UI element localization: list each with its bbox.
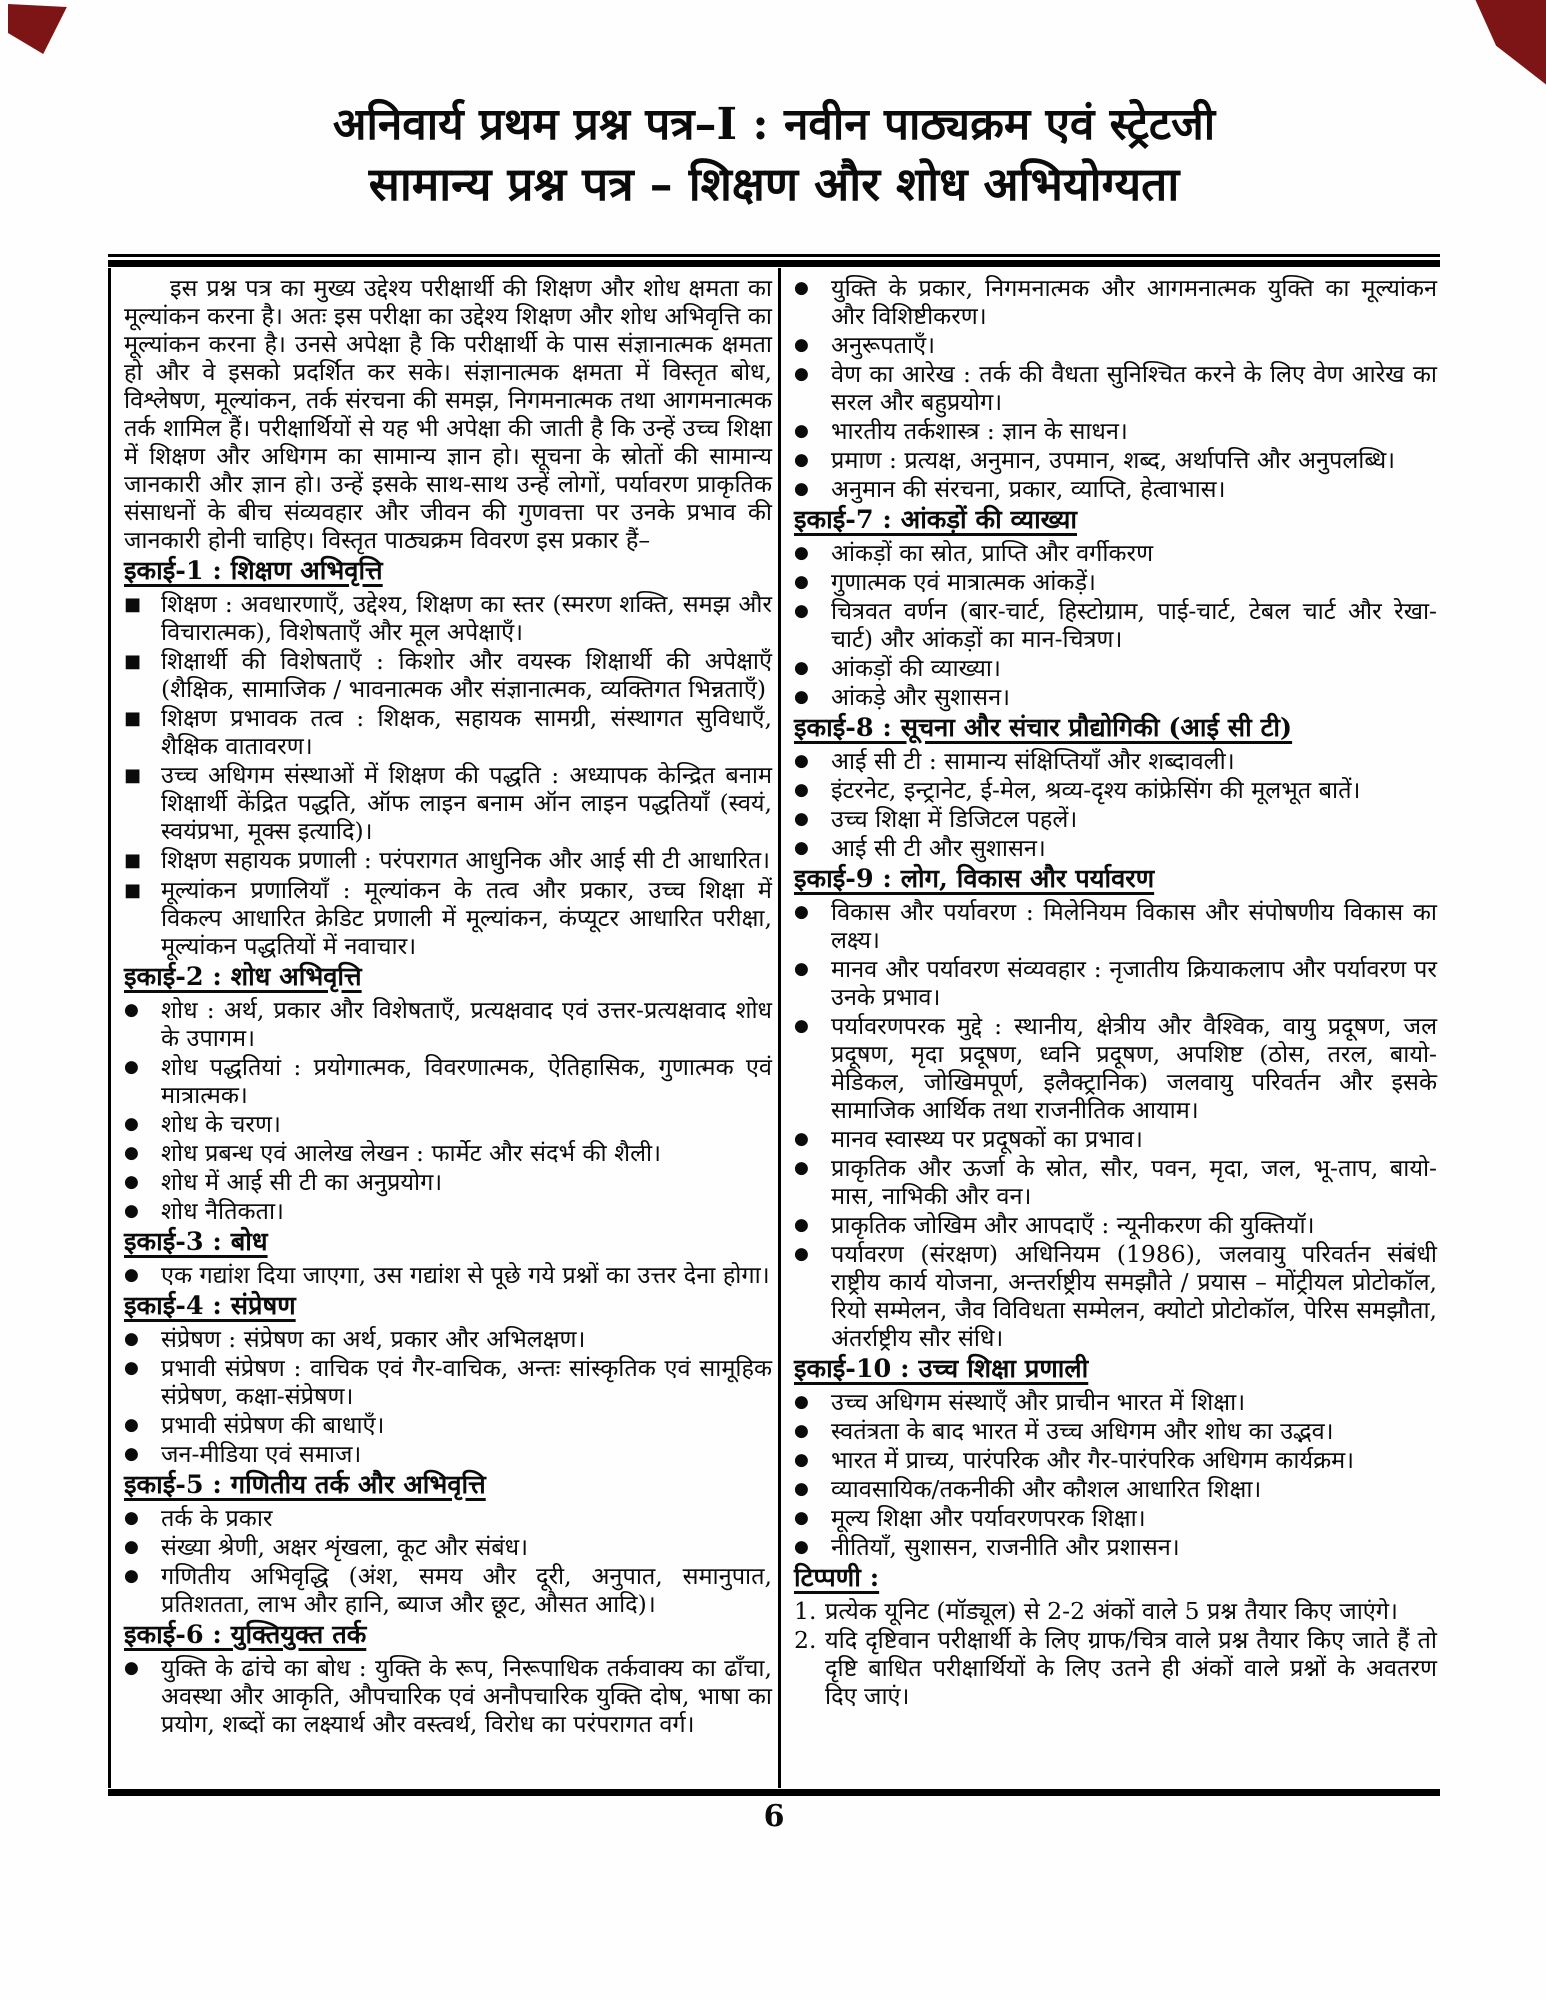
bullet-text: गुणात्मक एवं मात्रात्मक आंकड़ें। <box>831 568 1096 596</box>
unit-heading: इकाई-5 : गणितीय तर्क और अभिवृत्ति <box>124 1470 486 1500</box>
bullet-text: प्रमाण : प्रत्यक्ष, अनुमान, उपमान, शब्द, अर्थापत्ति और अनुपलब्धि। <box>831 446 1396 474</box>
bullet-text: पर्यावरणपरक मुद्दे : स्थानीय, क्षेत्रीय और वैश्विक, वायु प्रदूषण, जल प्रदूषण, मृदा प्रदूषण, ध्वनि प्रदूषण, अपशिष्ट (ठोस, तरल, बायो-मेडिकल, जोखिमपूर्ण, इलैक्ट्रानिक) जलवायु परिवर्तन और इसके सामाजिक आर्थिक तथा राजनीतिक आयाम। <box>831 1012 1437 1124</box>
bullet-text: विकास और पर्यावरण : मिलेनियम विकास और संपोषणीय विकास का लक्ष्य। <box>831 898 1437 954</box>
bullet-item <box>794 747 1437 775</box>
bullet-item <box>124 1197 772 1225</box>
bullet-item <box>794 1211 1437 1239</box>
bullet-text: युक्ति के प्रकार, निगमनात्मक और आगमनात्मक युक्ति का मूल्यांकन और विशिष्टीकरण। <box>831 274 1437 330</box>
note-number: 2. <box>794 1626 817 1654</box>
bullet-item <box>794 834 1437 862</box>
bullet-marker: ● <box>124 1444 139 1464</box>
bullet-marker: ● <box>124 1201 139 1221</box>
bullet-text: जन-मीडिया एवं समाज। <box>161 1440 362 1468</box>
bullet-marker: ● <box>124 1057 139 1077</box>
bullet-item <box>124 1411 772 1439</box>
bullet-item <box>794 1533 1437 1561</box>
bullet-marker: ■ <box>124 594 142 615</box>
bullet-marker: ● <box>794 1158 809 1178</box>
bullet-item <box>794 683 1437 711</box>
title-double-rule <box>108 254 1440 268</box>
bullet-marker: ● <box>794 1016 809 1036</box>
bullet-text: उच्च अधिगम संस्थाएँ और प्राचीन भारत में शिक्षा। <box>831 1388 1246 1416</box>
bullet-item <box>794 898 1437 954</box>
bullet-marker: ● <box>794 1450 809 1470</box>
bullet-text: शोध में आई सी टी का अनुप्रयोग। <box>161 1168 443 1196</box>
unit-heading: इकाई-9 : लोग, विकास और पर्यावरण <box>794 864 1155 894</box>
bullet-marker: ● <box>794 658 809 678</box>
page-number: 6 <box>763 1799 785 1834</box>
unit-heading: इकाई-1 : शिक्षण अभिवृत्ति <box>124 556 383 586</box>
bullet-text: उच्च शिक्षा में डिजिटल पहलें। <box>831 805 1078 833</box>
bullet-item <box>794 539 1437 567</box>
bullet-text: प्राकृतिक जोखिम और आपदाएँ : न्यूनीकरण की युक्तियॉ। <box>831 1211 1315 1239</box>
bullet-text: मानव स्वास्थ्य पर प्रदूषकों का प्रभाव। <box>831 1125 1143 1153</box>
bullet-item <box>124 846 772 875</box>
bullet-item <box>124 1110 772 1138</box>
bullet-marker: ● <box>124 1329 139 1349</box>
bullet-text: वेण का आरेख : तर्क की वैधता सुनिश्चित करने के लिए वेण आरेख का सरल और बहुप्रयोग। <box>831 360 1437 416</box>
bullet-text: भारतीय तर्कशास्त्र : ज्ञान के साधन। <box>831 417 1128 445</box>
bullet-item <box>124 1654 772 1738</box>
bullet-item <box>794 331 1437 359</box>
note-number: 1. <box>794 1597 817 1625</box>
bullet-item <box>124 1562 772 1618</box>
intro-paragraph: इस प्रश्न पत्र का मुख्य उद्देश्य परीक्षार्थी की शिक्षण और शोध क्षमता का मूल्यांकन करना है। अतः इस परीक्षा का उद्देश्य शिक्षण और शोध अभिवृत्ति का मूल्यांकन करना है। उनसे अपेक्षा है कि परीक्षार्थी के पास संज्ञानात्मक क्षमता हो और वे इसको प्रदर्शित कर सके। संज्ञानात्मक क्षमता में विस्तृत बोध, विश्लेषण, मूल्यांकन, तर्क संरचना की समझ, निगमनात्मक तथा आगमनात्मक तर्क शामिल हैं। परीक्षार्थियों से यह भी अपेक्षा की जाती है कि उन्हें उच्च शिक्षा में शिक्षण और अधिगम का सामान्य ज्ञान हो। सूचना के स्रोतों की सामान्य जानकारी और ज्ञान हो। उन्हें इसके साथ-साथ उन्हें लोगों, पर्यावरण प्राकृतिक संसाधनों के बीच संव्यवहार और जीवन की गुणवत्ता पर उनके प्रभाव की जानकारी होनी चाहिए। विस्तृत पाठ्यक्रम विवरण इस प्रकार हैं– <box>124 274 772 554</box>
bullet-marker: ● <box>794 572 809 592</box>
bullet-marker: ● <box>794 687 809 707</box>
bullet-text: स्वतंत्रता के बाद भारत में उच्च अधिगम और शोध का उद्भव। <box>831 1417 1334 1445</box>
bullet-marker: ■ <box>124 850 142 871</box>
unit-heading: इकाई-8 : सूचना और संचार प्रौद्योगिकी (आई सी टी) <box>794 713 1293 743</box>
notes-heading: टिप्पणी : <box>794 1563 880 1593</box>
bullet-item <box>124 876 772 960</box>
bullet-item <box>794 274 1437 330</box>
bullet-item <box>124 1533 772 1561</box>
bullet-text: अनुरूपताएँ। <box>831 331 935 359</box>
bullet-text: अनुमान की संरचना, प्रकार, व्याप्ति, हेत्वाभास। <box>831 475 1226 503</box>
bullet-marker: ● <box>794 838 809 858</box>
bullet-item <box>794 1417 1437 1445</box>
bullet-text: प्राकृतिक और ऊर्जा के स्रोत, सौर, पवन, मृदा, जल, भू-ताप, बायो-मास, नाभिकी और वन। <box>831 1154 1437 1210</box>
bullet-text: आंकड़ों का स्रोत, प्राप्ति और वर्गीकरण <box>831 539 1154 567</box>
bullet-marker: ● <box>124 1508 139 1528</box>
bullet-item <box>794 1240 1437 1352</box>
bullet-item <box>794 360 1437 416</box>
bullet-text: शोध पद्धतियां : प्रयोगात्मक, विवरणात्मक, ऐतिहासिक, गुणात्मक एवं मात्रात्मक। <box>161 1053 772 1109</box>
bullet-text: प्रभावी संप्रेषण : वाचिक एवं गैर-वाचिक, अन्तः सांस्कृतिक एवं सामूहिक संप्रेषण, कक्षा-संप्रेषण। <box>161 1354 772 1410</box>
bullet-text: उच्च अधिगम संस्थाओं में शिक्षण की पद्धति : अध्यापक केन्द्रित बनाम शिक्षार्थी केंद्रित पद्धति, ऑफ लाइन बनाम ऑन लाइन पद्धतियाँ (स्वयं, स्वयंप्रभा, मूक्स इत्यादि)। <box>161 761 772 845</box>
bullet-item <box>794 568 1437 596</box>
bullet-marker: ● <box>794 902 809 922</box>
bullet-marker: ● <box>794 278 809 298</box>
bullet-item <box>124 1168 772 1196</box>
bullet-item <box>794 654 1437 682</box>
bullet-marker: ● <box>794 959 809 979</box>
scan-artifact-top-left <box>8 4 72 54</box>
bullet-marker: ● <box>794 1129 809 1149</box>
bullet-text: युक्ति के ढांचे का बोध : युक्ति के रूप, निरूपाधिक तर्कवाक्य का ढाँचा, अवस्था और आकृति, औपचारिक एवं अनौपचारिक युक्ति दोष, भाषा का प्रयोग, शब्दों का लक्ष्यार्थ और वस्त्वर्थ, विरोध का परंपरागत वर्ग। <box>161 1654 772 1738</box>
bullet-item <box>794 417 1437 445</box>
bullet-text: शोध नैतिकता। <box>161 1197 284 1225</box>
bullet-marker: ● <box>124 1658 139 1678</box>
bullet-marker: ● <box>794 809 809 829</box>
content-frame <box>108 268 1443 1788</box>
bullet-marker: ● <box>794 1421 809 1441</box>
bullet-text: आंकड़ों की व्याख्या। <box>831 654 1001 682</box>
bullet-item <box>124 1261 772 1289</box>
bullet-item <box>794 805 1437 833</box>
bullet-text: शिक्षण : अवधारणाएँ, उद्देश्य, शिक्षण का स्तर (स्मरण शक्ति, समझ और विचारात्मक), विशेषताएँ और मूल अपेक्षाएँ। <box>161 590 772 646</box>
bullet-item <box>794 955 1437 1011</box>
bullet-marker: ● <box>124 1566 139 1586</box>
note-item <box>794 1626 1437 1710</box>
bullet-text: आई सी टी : सामान्य संक्षिप्तियाँ और शब्दावली। <box>831 747 1235 775</box>
bullet-item <box>124 1440 772 1468</box>
bullet-marker: ■ <box>124 765 142 786</box>
bullet-text: शिक्षार्थी की विशेषताएँ : किशोर और वयस्क शिक्षार्थी की अपेक्षाएँ (शैक्षिक, सामाजिक / भावनात्मक और संज्ञानात्मक, व्यक्तिगत भिन्नताएँ) <box>161 647 772 703</box>
bullet-item <box>124 1139 772 1167</box>
bullet-text: मूल्यांकन प्रणालियाँ : मूल्यांकन के तत्व और प्रकार, उच्च शिक्षा में विकल्प आधारित क्रेडिट प्रणाली में मूल्यांकन, कंप्यूटर आधारित परीक्षा, मूल्यांकन पद्धतियों में नवाचार। <box>161 876 772 960</box>
bullet-marker: ● <box>794 1215 809 1235</box>
bullet-item <box>794 1504 1437 1532</box>
unit-heading: इकाई-4 : संप्रेषण <box>124 1291 296 1321</box>
bullet-text: यदि दृष्टिवान परीक्षार्थी के लिए ग्राफ/चित्र वाले प्रश्न तैयार किए जाते हैं तो दृष्टि बाधित परीक्षार्थियों के लिए उतने ही अंकों वाले प्रश्नों के अवतरण दिए जाएं। <box>825 1626 1437 1710</box>
bullet-text: संख्या श्रेणी, अक्षर शृंखला, कूट और संबंध। <box>161 1533 529 1561</box>
bullet-item <box>794 1475 1437 1503</box>
bullet-marker: ● <box>794 1479 809 1499</box>
bullet-text: आई सी टी और सुशासन। <box>831 834 1046 862</box>
bullet-text: आंकड़े और सुशासन। <box>831 683 1011 711</box>
bullet-marker: ● <box>124 1114 139 1134</box>
bullet-marker: ● <box>124 1265 139 1285</box>
unit-heading: इकाई-10 : उच्च शिक्षा प्रणाली <box>794 1354 1089 1384</box>
bullet-text: चित्रवत वर्णन (बार-चार्ट, हिस्टोग्राम, पाई-चार्ट, टेबल चार्ट और रेखा-चार्ट) और आंकड़ों का मान-चित्रण। <box>831 597 1437 653</box>
bullet-text: शोध प्रबन्ध एवं आलेख लेखन : फार्मेट और संदर्भ की शैली। <box>161 1139 662 1167</box>
bullet-item <box>794 1012 1437 1124</box>
bullet-text: प्रभावी संप्रेषण की बाधाएँ। <box>161 1411 385 1439</box>
bullet-text: तर्क के प्रकार <box>161 1504 273 1532</box>
bullet-marker: ● <box>794 601 809 621</box>
note-item <box>794 1597 1437 1625</box>
bullet-marker: ● <box>794 780 809 800</box>
bullet-marker: ● <box>794 421 809 441</box>
bullet-item <box>124 1053 772 1109</box>
bullet-marker: ● <box>794 1508 809 1528</box>
bullet-text: एक गद्यांश दिया जाएगा, उस गद्यांश से पूछे गये प्रश्नों का उत्तर देना होगा। <box>161 1261 770 1289</box>
bullet-marker: ● <box>794 1537 809 1557</box>
bullet-marker: ● <box>794 364 809 384</box>
bullet-text: शोध : अर्थ, प्रकार और विशेषताएँ, प्रत्यक्षवाद एवं उत्तर-प्रत्यक्षवाद शोध के उपागम। <box>161 996 772 1052</box>
bullet-text: शिक्षण सहायक प्रणाली : परंपरागत आधुनिक और आई सी टी आधारित। <box>161 846 771 874</box>
scan-artifact-top-right <box>1460 0 1546 88</box>
bullet-item <box>124 1325 772 1353</box>
bullet-item <box>124 704 772 760</box>
bullet-text: प्रत्येक यूनिट (मॉड्यूल) से 2-2 अंकों वाले 5 प्रश्न तैयार किए जाएंगे। <box>825 1597 1398 1625</box>
bullet-text: पर्यावरण (संरक्षण) अधिनियम (1986), जलवायु परिवर्तन संबंधी राष्ट्रीय कार्य योजना, अन्तर्राष्ट्रीय समझौते / प्रयास – मोंट्रीयल प्रोटोकॉल, रियो सम्मेलन, जैव विविधता सम्मेलन, क्योटो प्रोटोकॉल, पेरिस समझौता, अंतर्राष्ट्रीय सौर संधि। <box>831 1240 1437 1352</box>
bullet-item <box>124 590 772 646</box>
bullet-item <box>794 1388 1437 1416</box>
unit-heading: इकाई-3 : बोध <box>124 1227 268 1257</box>
bullet-item <box>794 776 1437 804</box>
bullet-marker: ● <box>124 1358 139 1378</box>
bullet-marker: ● <box>794 1392 809 1412</box>
bullet-marker: ● <box>124 1143 139 1163</box>
bullet-item <box>124 1504 772 1532</box>
bullet-marker: ■ <box>124 708 142 729</box>
bullet-marker: ● <box>794 1244 809 1264</box>
bullet-text: शोध के चरण। <box>161 1110 281 1138</box>
page-title-line2: सामान्य प्रश्न पत्र – शिक्षण और शोध अभियोग्यता <box>368 157 1180 212</box>
bullet-text: मूल्य शिक्षा और पर्यावरणपरक शिक्षा। <box>831 1504 1146 1532</box>
right-column <box>781 268 1443 1788</box>
unit-heading: इकाई-7 : आंकड़ों की व्याख्या <box>794 505 1077 535</box>
bullet-item <box>794 1446 1437 1474</box>
bullet-marker: ● <box>794 751 809 771</box>
bullet-marker: ■ <box>124 880 142 901</box>
left-column <box>111 268 778 1788</box>
bullet-text: मानव और पर्यावरण संव्यवहार : नृजातीय क्रियाकलाप और पर्यावरण पर उनके प्रभाव। <box>831 955 1437 1011</box>
bullet-text: भारत में प्राच्य, पारंपरिक और गैर-पारंपरिक अधिगम कार्यक्रम। <box>831 1446 1355 1474</box>
page-title-line1: अनिवार्य प्रथम प्रश्न पत्र–I : नवीन पाठ्यक्रम एवं स्ट्रेटजी <box>332 99 1216 150</box>
bullet-text: इंटरनेट, इन्ट्रानेट, ई-मेल, श्रव्य-दृश्य कांफ्रेसिंग की मूलभूत बातें। <box>831 776 1361 804</box>
bullet-item <box>794 446 1437 474</box>
bullet-item <box>124 1354 772 1410</box>
bullet-item <box>794 1125 1437 1153</box>
bullet-item <box>794 475 1437 503</box>
bullet-item <box>124 647 772 703</box>
bullet-text: शिक्षण प्रभावक तत्व : शिक्षक, सहायक सामग्री, संस्थागत सुविधाएँ, शैक्षिक वातावरण। <box>161 704 772 760</box>
bullet-text: संप्रेषण : संप्रेषण का अर्थ, प्रकार और अभिलक्षण। <box>161 1325 586 1353</box>
bullet-marker: ● <box>794 450 809 470</box>
bottom-rule <box>108 1789 1440 1796</box>
unit-heading: इकाई-2 : शोध अभिवृत्ति <box>124 962 362 992</box>
bullet-marker: ● <box>124 1415 139 1435</box>
bullet-text: व्यावसायिक/तकनीकी और कौशल आधारित शिक्षा। <box>831 1475 1262 1503</box>
bullet-text: नीतियाँ, सुशासन, राजनीति और प्रशासन। <box>831 1533 1180 1561</box>
bullet-marker: ● <box>124 1537 139 1557</box>
bullet-marker: ■ <box>124 651 142 672</box>
bullet-item <box>124 996 772 1052</box>
bullet-marker: ● <box>794 479 809 499</box>
bullet-text: गणितीय अभिवृद्धि (अंश, समय और दूरी, अनुपात, समानुपात, प्रतिशतता, लाभ और हानि, ब्याज और छूट, औसत आदि)। <box>161 1562 772 1618</box>
bullet-marker: ● <box>124 1000 139 1020</box>
bullet-marker: ● <box>794 335 809 355</box>
bullet-item <box>794 1154 1437 1210</box>
bullet-item <box>124 761 772 845</box>
bullet-item <box>794 597 1437 653</box>
bullet-marker: ● <box>794 543 809 563</box>
page-title <box>108 96 1440 215</box>
bullet-marker: ● <box>124 1172 139 1192</box>
unit-heading: इकाई-6 : युक्तियुक्त तर्क <box>124 1620 367 1650</box>
